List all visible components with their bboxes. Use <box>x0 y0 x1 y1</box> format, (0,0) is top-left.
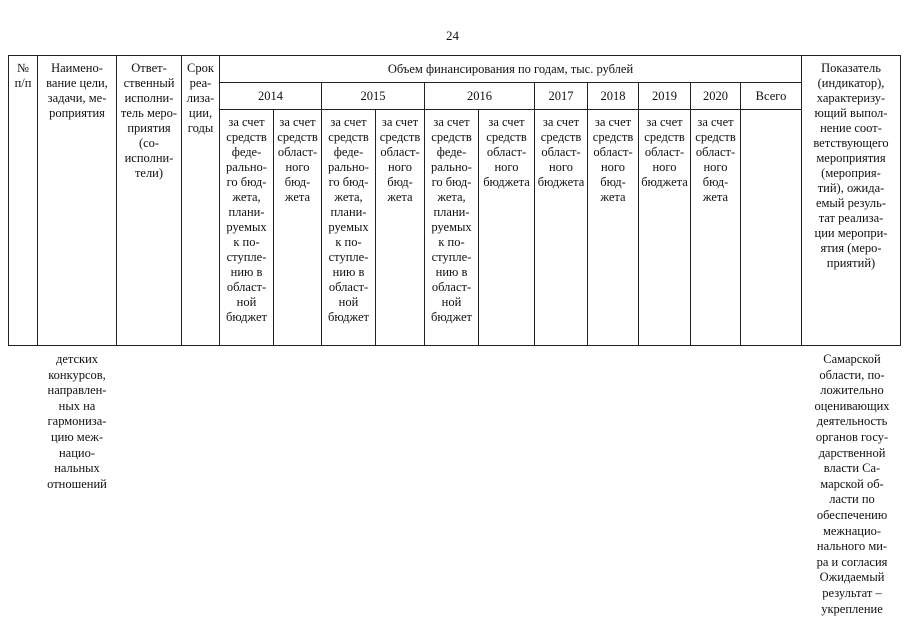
source-2015-federal: за счет средств феде- рально- го бюд- жета, плани- руемых к по- ступле- нию в област- ной бюджет <box>328 115 369 324</box>
source-2014-federal: за счет средств феде- рально- го бюд- жета, плани- руемых к по- ступле- нию в област- ной бюджет <box>226 115 267 324</box>
header-indicator: Показатель (индикатор), характеризу- ющий выпол- нение соот- ветствующего мероприятия (мероприя- тий), ожида- емый резуль- тат реализа- ции меропри- ятия (меро- приятий) <box>813 61 889 270</box>
year-2015: 2015 <box>360 89 386 103</box>
source-2019-regional: за счет средств област- ного бюджета <box>641 115 688 189</box>
source-2018-regional: за счет средств област- ного бюд- жета <box>592 115 634 204</box>
year-2020: 2020 <box>703 89 728 103</box>
year-2018: 2018 <box>600 89 626 103</box>
sources-row-top-border <box>219 109 801 110</box>
source-2015-regional: за счет средств област- ного бюд- жета <box>379 115 421 204</box>
name-continued-text: детских конкурсов, направлен- ных на гармониза- цию меж- нацио- нальных отношений <box>47 352 107 491</box>
source-2016-federal: за счет средств феде- рально- го бюд- жета, плани- руемых к по- ступле- нию в област- ной бюджет <box>431 115 472 324</box>
year-total: Всего <box>755 89 787 103</box>
year-2016: 2016 <box>467 89 492 103</box>
year-2014: 2014 <box>258 89 283 103</box>
year-2019: 2019 <box>652 89 677 103</box>
header-responsible: Ответ- ственный исполни- тель меро- приятия (со- исполни- тели) <box>120 61 178 180</box>
source-2014-regional: за счет средств област- ного бюд- жета <box>277 115 318 204</box>
years-row-top-border <box>219 82 801 83</box>
col-border <box>740 82 741 346</box>
source-2017-regional: за счет средств област- ного бюджета <box>537 115 585 189</box>
header-name: Наимено- вание цели, задачи, ме- роприятия <box>46 61 108 120</box>
col-border <box>8 55 9 346</box>
header-financing: Объем финансирования по годам, тыс. рублей <box>387 62 634 76</box>
table-header-bottom-border <box>8 345 901 346</box>
year-2017: 2017 <box>548 89 574 103</box>
header-term: Срок реа- лиза- ции, годы <box>186 61 215 135</box>
table-top-border <box>8 55 901 56</box>
col-border <box>900 55 901 346</box>
indicator-continued-text: Самарской области, по- ложительно оценивающих деятельность органов госу- дарственной власти Са- марской об- ласти по обеспечению межнацио- нального ми- ра и согласия Ожидаемый результат – укрепление <box>814 352 890 616</box>
source-2016-regional: за счет средств област- ного бюджета <box>483 115 530 189</box>
source-2020-regional: за счет средств област- ного бюд- жета <box>695 115 736 204</box>
page-number: 24 <box>446 28 459 43</box>
header-num: № п/п <box>14 61 32 90</box>
